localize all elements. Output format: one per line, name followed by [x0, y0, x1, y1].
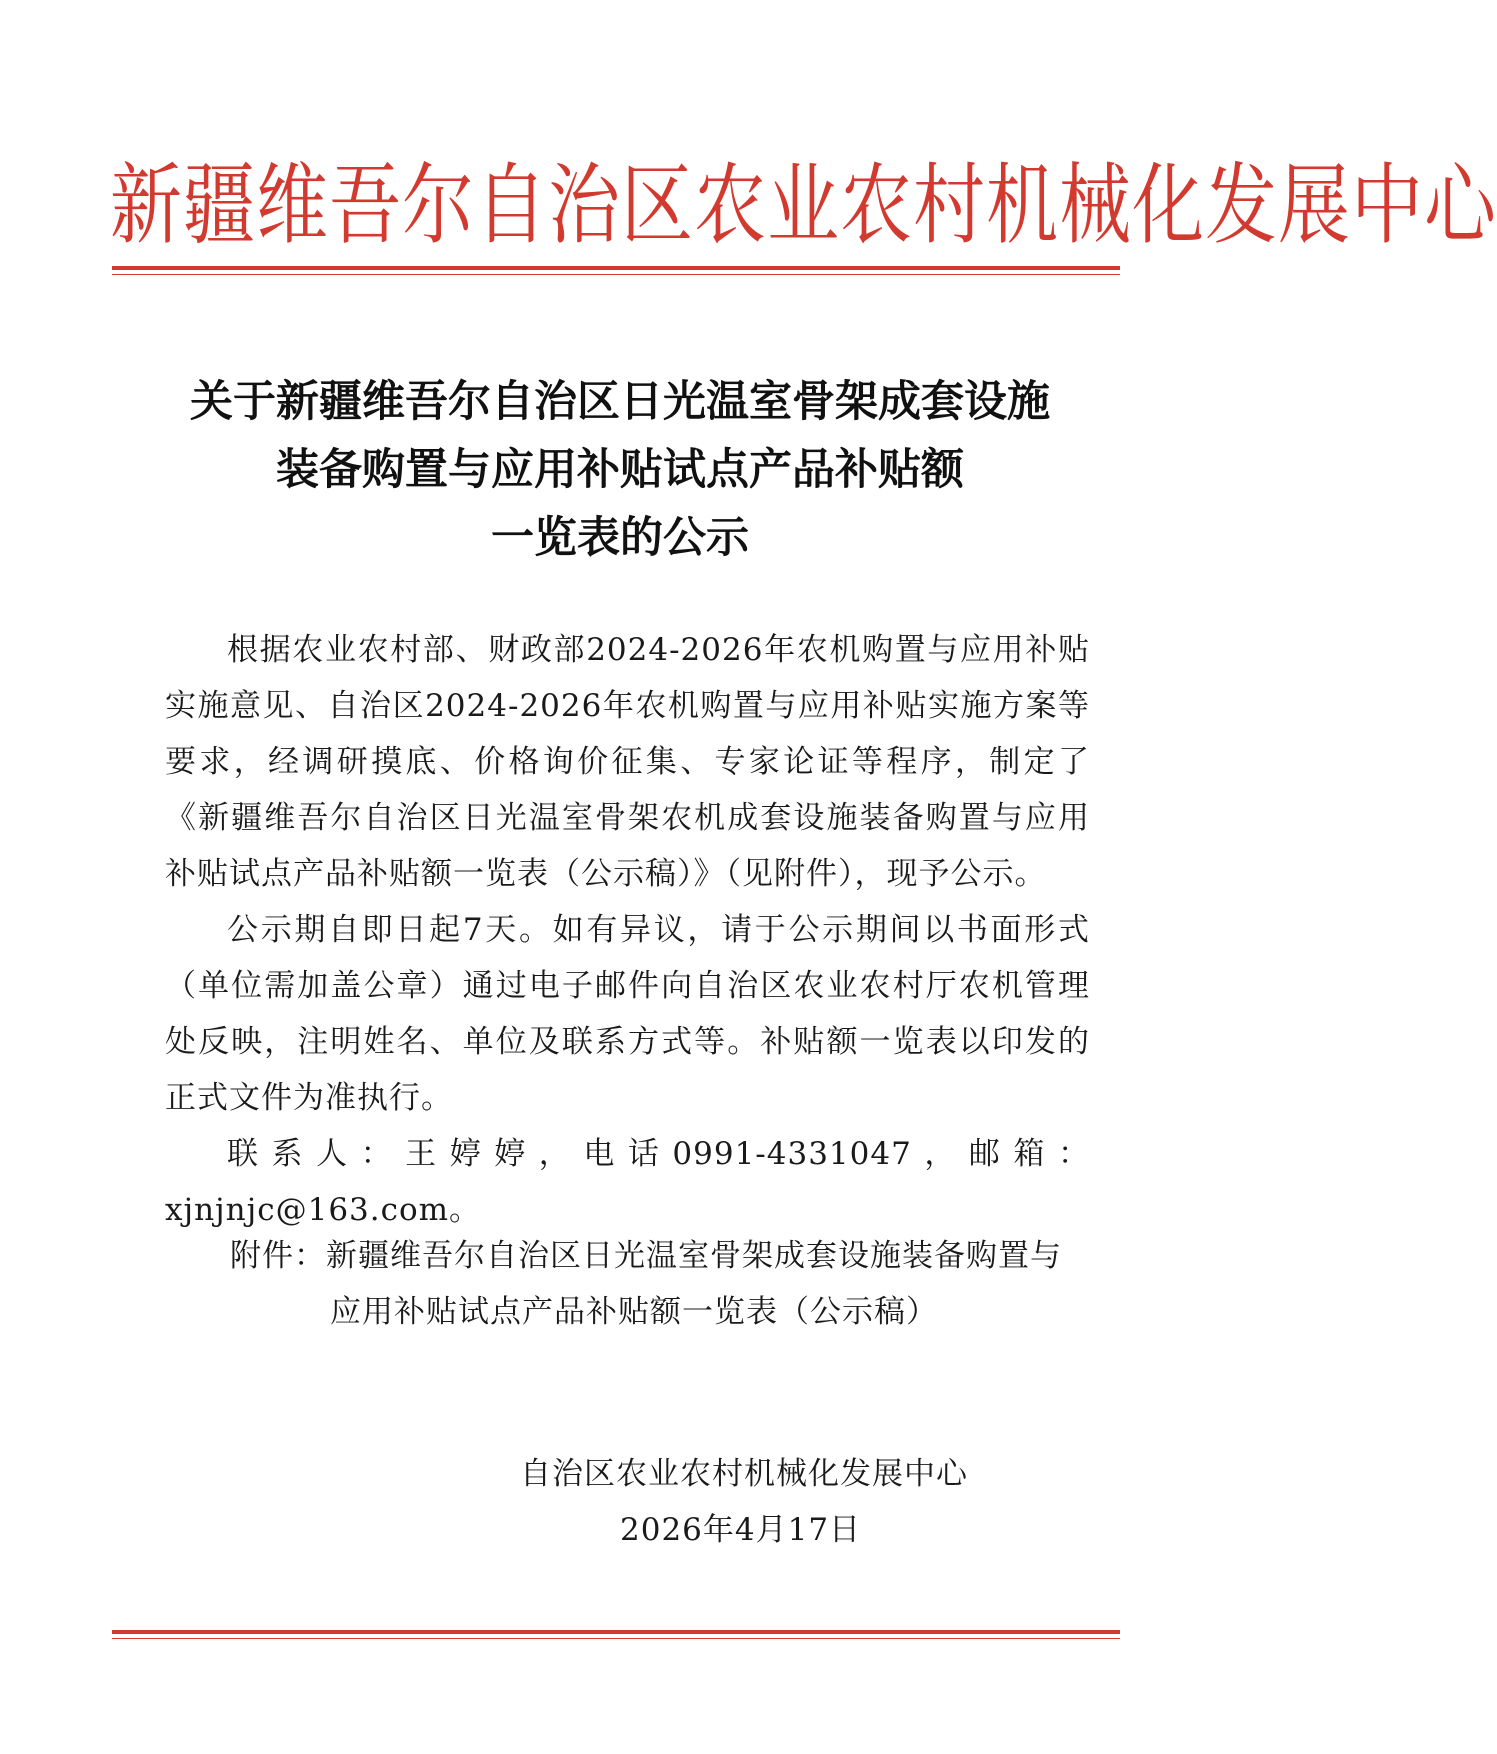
- contact-paragraph: 联系人：王婷婷，电话0991-4331047，邮箱：xjnjnjc@163.com。: [165, 1136, 1090, 1228]
- attachment-line-2: 应用补贴试点产品补贴额一览表（公示稿）: [330, 1294, 938, 1330]
- document-title: [150, 368, 1090, 572]
- masthead-title: 新疆维吾尔自治区农业农村机械化发展中心: [110, 153, 1497, 257]
- issue-date: 2026年4月17日: [620, 1512, 862, 1548]
- attachment-line-1: 附件：新疆维吾尔自治区日光温室骨架成套设施装备购置与: [230, 1238, 1062, 1274]
- body-paragraph-1: 根据农业农村部、财政部2024-2026年农机购置与应用补贴实施意见、自治区2024-2026年农机购置与应用补贴实施方案等要求，经调研摸底、价格询价征集、专家论证等程序，制定了《新疆维吾尔自治区日光温室骨架农机成套设施装备购置与应用补贴试点产品补贴额一览表（公示稿）》（见附件），现予公示。: [165, 632, 1090, 892]
- signature-block: [520, 1446, 1040, 1558]
- masthead-red-rule: [112, 266, 1120, 275]
- document-body: [165, 622, 1090, 1238]
- title-line-2: 装备购置与应用补贴试点产品补贴额: [276, 445, 964, 495]
- footer-red-rule: [112, 1630, 1120, 1639]
- title-line-3: 一览表的公示: [491, 513, 749, 563]
- attachment-note: [230, 1228, 1090, 1340]
- body-paragraph-2: 公示期自即日起7天。如有异议，请于公示期间以书面形式（单位需加盖公章）通过电子邮件向自治区农业农村厅农机管理处反映，注明姓名、单位及联系方式等。补贴额一览表以印发的正式文件为准执行。: [165, 912, 1090, 1116]
- title-line-1: 关于新疆维吾尔自治区日光温室骨架成套设施: [190, 377, 1050, 427]
- issuing-organization: 自治区农业农村机械化发展中心: [520, 1456, 968, 1492]
